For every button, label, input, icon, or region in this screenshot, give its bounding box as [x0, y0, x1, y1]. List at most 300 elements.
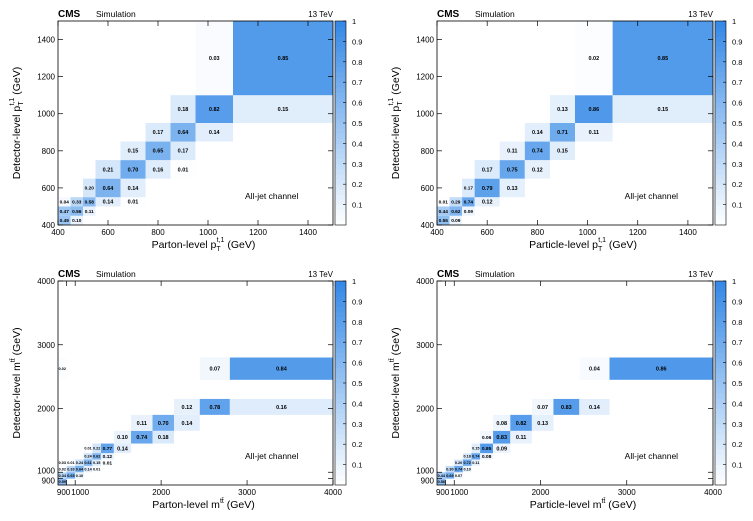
- colorbar-segment: [335, 332, 346, 338]
- cell-value-label: 0.17: [152, 130, 164, 137]
- colorbar-segment: [335, 317, 346, 323]
- x-tick-label: 4000: [324, 488, 342, 497]
- cell-value-label: 0.17: [463, 186, 473, 192]
- cell-value-label: 0.14: [127, 185, 139, 192]
- x-tick-label: 400: [430, 228, 444, 237]
- cell-value-label: 0.16: [276, 404, 287, 411]
- colorbar-segment: [335, 352, 346, 358]
- colorbar-segment: [335, 159, 346, 165]
- energy-label: 13 TeV: [308, 10, 333, 19]
- colorbar-segment: [715, 57, 726, 63]
- cell-value-label: 0.15: [557, 148, 568, 155]
- colorbar-segment: [335, 424, 346, 430]
- colorbar-segment: [335, 475, 346, 481]
- colorbar-segment: [335, 47, 346, 53]
- cell-value-label: 0.22: [92, 446, 101, 451]
- cell-value-label: 0.72: [463, 461, 471, 466]
- colorbar-segment: [335, 77, 346, 83]
- colorbar-tick-label: 1: [352, 17, 357, 26]
- colorbar-segment: [335, 179, 346, 185]
- colorbar-segment: [335, 138, 346, 144]
- colorbar-tick-label: 0.4: [352, 399, 363, 409]
- colorbar-segment: [715, 388, 726, 394]
- colorbar-tick-label: 0.9: [352, 297, 363, 307]
- cell-value-label: 0.10: [72, 219, 82, 225]
- x-tick-label: 900: [56, 488, 71, 497]
- cell-value-label: 0.14: [102, 199, 114, 206]
- colorbar-segment: [335, 103, 346, 109]
- colorbar-segment: [715, 444, 726, 450]
- cell-value-label: 0.15: [92, 461, 101, 466]
- colorbar-segment: [335, 403, 346, 409]
- colorbar-segment: [715, 98, 726, 104]
- colorbar-segment: [335, 373, 346, 379]
- colorbar-segment: [335, 133, 346, 139]
- cell-value-label: 0.47: [59, 209, 69, 215]
- y-axis-title: Detector-level $m^{tt̄}$ (GeV): [389, 327, 402, 439]
- heatmap-panel-3: [9, 269, 362, 511]
- colorbar-segment: [715, 332, 726, 338]
- colorbar-segment: [335, 337, 346, 343]
- colorbar-segment: [335, 434, 346, 440]
- colorbar-segment: [715, 154, 726, 160]
- y-tick-label: 900: [420, 476, 434, 486]
- x-tick-label: 600: [101, 228, 115, 237]
- colorbar-segment: [715, 215, 726, 221]
- channel-annotation: All-jet channel: [245, 451, 299, 461]
- colorbar-segment: [335, 398, 346, 404]
- colorbar-tick-label: 0.1: [352, 200, 363, 210]
- cell-value-label: 0.83: [496, 435, 508, 442]
- colorbar-tick-label: 0.6: [732, 358, 743, 368]
- y-tick-label: 1000: [37, 109, 55, 119]
- colorbar-segment: [715, 67, 726, 73]
- x-axis-title: Particle-level $p_Tt,1$ (GeV): [529, 237, 637, 253]
- cell-value-label: 0.56: [72, 209, 82, 215]
- cell-value-label: 0.29: [451, 200, 461, 206]
- colorbar-tick-label: 0.5: [732, 379, 743, 388]
- colorbar-segment: [715, 439, 726, 445]
- energy-label: 13 TeV: [688, 270, 713, 279]
- y-tick-label: 600: [420, 183, 434, 193]
- colorbar-segment: [335, 92, 346, 98]
- colorbar-segment: [335, 470, 346, 476]
- colorbar-tick-label: 0.3: [352, 159, 363, 169]
- y-tick-label: 2000: [37, 404, 55, 414]
- colorbar-segment: [715, 286, 726, 292]
- colorbar-segment: [335, 200, 346, 206]
- colorbar-segment: [715, 317, 726, 323]
- y-tick-label: 1000: [37, 466, 55, 476]
- cell-value-label: 0.44: [437, 473, 446, 478]
- colorbar-tick-label: 0.4: [352, 139, 363, 149]
- cell-value-label: 0.56: [437, 480, 446, 485]
- channel-annotation: All-jet channel: [624, 191, 679, 201]
- cell-value-label: 0.02: [58, 467, 66, 472]
- cell-value-label: 0.86: [588, 107, 600, 114]
- cell-value-label: 0.14: [589, 404, 600, 411]
- colorbar-segment: [335, 368, 346, 374]
- colorbar-segment: [715, 414, 726, 420]
- colorbar-segment: [715, 475, 726, 481]
- cms-label: CMS: [437, 9, 460, 20]
- cell-value-label: 0.14: [84, 467, 92, 472]
- colorbar-tick-label: 0.1: [732, 200, 743, 210]
- colorbar-segment: [335, 82, 346, 88]
- cell-value-label: 0.15: [127, 148, 139, 155]
- y-tick-label: 800: [420, 146, 434, 156]
- colorbar-tick-label: 0.2: [732, 180, 743, 190]
- colorbar-tick-label: 0.9: [732, 297, 743, 307]
- colorbar-segment: [715, 189, 726, 195]
- colorbar-segment: [715, 72, 726, 78]
- cell-value-label: 0.01: [438, 200, 448, 206]
- cell-value-label: 0.03: [208, 56, 220, 63]
- cms-label: CMS: [58, 9, 81, 20]
- cell-value-label: 0.09: [463, 209, 473, 215]
- colorbar-segment: [335, 378, 346, 384]
- x-tick-label: 400: [51, 228, 65, 237]
- cell-value-label: 0.74: [532, 148, 543, 155]
- colorbar-tick-label: 0.2: [352, 440, 363, 450]
- cell-value-label: 0.84: [276, 366, 287, 373]
- colorbar-segment: [335, 31, 346, 37]
- colorbar-segment: [335, 296, 346, 302]
- colorbar-segment: [335, 454, 346, 460]
- x-axis-title: Parton-level $m^{tt̄}$ (GeV): [152, 498, 255, 511]
- colorbar-segment: [335, 164, 346, 170]
- y-tick-label: 4000: [37, 277, 55, 286]
- energy-label: 13 TeV: [308, 270, 333, 279]
- cell-value-label: 0.34: [58, 473, 66, 478]
- cell-value-label: 0.58: [84, 200, 94, 206]
- colorbar-segment: [335, 52, 346, 58]
- colorbar-segment: [715, 194, 726, 200]
- colorbar-tick-label: 0.5: [732, 119, 743, 128]
- x-tick-label: 1000: [578, 228, 597, 237]
- y-tick-label: 1200: [37, 72, 55, 82]
- cell-value-label: 0.17: [481, 167, 493, 174]
- colorbar-segment: [335, 36, 346, 42]
- colorbar-segment: [335, 414, 346, 420]
- cell-value-label: 0.01: [177, 167, 189, 174]
- cell-value-label: 0.85: [657, 56, 669, 63]
- colorbar-segment: [715, 465, 726, 471]
- colorbar-segment: [335, 388, 346, 394]
- cell-value-label: 0.04: [589, 366, 600, 373]
- cell-value-label: 0.04: [59, 200, 69, 206]
- colorbar-segment: [335, 194, 346, 200]
- colorbar-segment: [715, 434, 726, 440]
- cell-value-label: 0.14: [208, 130, 220, 137]
- heatmap-panel-1: [9, 9, 362, 253]
- colorbar-segment: [715, 419, 726, 425]
- colorbar-tick-label: 0.1: [352, 460, 363, 470]
- colorbar-segment: [335, 444, 346, 450]
- y-tick-label: 900: [41, 476, 55, 486]
- colorbar-segment: [715, 327, 726, 333]
- cell-value-label: 0.74: [463, 200, 473, 206]
- y-tick-label: 1200: [416, 72, 434, 82]
- cell-value-label: 0.08: [496, 420, 508, 427]
- x-axis-title: Particle-level $m^{tt̄}$ (GeV): [529, 498, 637, 511]
- colorbar-segment: [715, 210, 726, 216]
- colorbar-segment: [335, 363, 346, 369]
- colorbar-segment: [715, 184, 726, 190]
- colorbar-segment: [715, 205, 726, 211]
- cell-value-label: 0.70: [127, 167, 139, 174]
- cell-value-label: 0.07: [537, 404, 549, 411]
- cell-value-label: 0.78: [209, 404, 221, 411]
- colorbar-tick-label: 0.7: [732, 78, 743, 88]
- y-tick-label: 1000: [416, 466, 434, 476]
- colorbar-segment: [715, 358, 726, 364]
- colorbar-segment: [335, 123, 346, 129]
- colorbar-segment: [335, 215, 346, 221]
- x-tick-label: 1400: [679, 228, 697, 237]
- colorbar-segment: [715, 409, 726, 415]
- colorbar-segment: [335, 41, 346, 47]
- colorbar-segment: [715, 291, 726, 297]
- colorbar-segment: [715, 470, 726, 476]
- colorbar-tick-label: 0.9: [352, 37, 363, 47]
- x-tick-label: 3000: [238, 488, 256, 497]
- colorbar-segment: [335, 189, 346, 195]
- x-tick-label: 2000: [531, 488, 550, 497]
- colorbar-segment: [715, 393, 726, 399]
- cell-value-label: 0.62: [92, 454, 101, 459]
- cell-value-label: 0.13: [557, 107, 568, 114]
- colorbar-segment: [715, 26, 726, 32]
- colorbar-segment: [715, 337, 726, 343]
- colorbar-tick-label: 1: [732, 17, 737, 26]
- colorbar-segment: [335, 220, 346, 226]
- colorbar-segment: [715, 454, 726, 460]
- cell-value-label: 0.33: [72, 200, 82, 206]
- x-tick-label: 1200: [628, 228, 647, 237]
- y-tick-label: 800: [41, 146, 55, 156]
- colorbar-segment: [715, 363, 726, 369]
- colorbar-segment: [715, 368, 726, 374]
- cell-value-label: 0.10: [463, 467, 471, 472]
- simulation-label: Simulation: [96, 269, 136, 279]
- colorbar-tick-label: 0.2: [352, 180, 363, 190]
- cell-value-label: 0.13: [537, 420, 549, 427]
- y-tick-label: 1400: [416, 35, 434, 45]
- cell-value-label: 0.33: [67, 467, 75, 472]
- colorbar-segment: [335, 429, 346, 435]
- colorbar-segment: [335, 87, 346, 93]
- simulation-label: Simulation: [475, 9, 515, 19]
- cell-value-label: 0.85: [277, 56, 289, 63]
- colorbar-tick-label: 0.7: [352, 338, 363, 348]
- cell-value-label: 0.61: [84, 461, 92, 466]
- colorbar-segment: [335, 67, 346, 73]
- y-axis-title: Detector-level $p_Tt,1$ (GeV): [9, 66, 25, 180]
- colorbar-segment: [335, 480, 346, 486]
- colorbar-segment: [715, 164, 726, 170]
- cell-value-label: 0.75: [506, 167, 518, 174]
- colorbar-segment: [335, 72, 346, 78]
- y-tick-label: 1400: [37, 35, 55, 45]
- colorbar-segment: [715, 123, 726, 129]
- cell-value-label: 0.55: [438, 219, 448, 225]
- colorbar-segment: [335, 149, 346, 155]
- cms-label: CMS: [58, 269, 81, 280]
- cell-value-label: 0.59: [58, 480, 66, 485]
- cell-value-label: 0.82: [515, 420, 527, 427]
- colorbar-segment: [715, 480, 726, 486]
- y-tick-label: 600: [41, 183, 55, 193]
- colorbar-segment: [715, 77, 726, 83]
- colorbar-segment: [715, 41, 726, 47]
- cell-value-label: 0.24: [75, 461, 84, 466]
- cell-value-label: 0.21: [102, 167, 114, 174]
- cell-value-label: 0.14: [181, 420, 193, 427]
- x-tick-label: 3000: [617, 488, 636, 497]
- colorbar-segment: [715, 281, 726, 287]
- cell-value-label: 0.10: [75, 473, 84, 478]
- cell-value-label: 0.11: [515, 435, 527, 442]
- heatmap-panel-4: [388, 269, 742, 511]
- cell-value-label: 0.74: [472, 454, 480, 459]
- colorbar-segment: [335, 57, 346, 63]
- colorbar-segment: [715, 403, 726, 409]
- colorbar-segment: [715, 82, 726, 88]
- cell-value-label: 0.64: [177, 130, 189, 137]
- colorbar-segment: [715, 460, 726, 466]
- colorbar-segment: [715, 118, 726, 124]
- colorbar-tick-label: 0.3: [732, 419, 743, 429]
- colorbar-tick-label: 0.8: [732, 317, 743, 327]
- colorbar-segment: [715, 143, 726, 149]
- colorbar-segment: [335, 393, 346, 399]
- y-tick-label: 3000: [416, 340, 434, 350]
- cell-value-label: 0.71: [557, 130, 568, 137]
- colorbar-segment: [335, 322, 346, 328]
- cell-value-label: 0.62: [451, 209, 461, 215]
- colorbar-segment: [335, 419, 346, 425]
- colorbar-segment: [335, 449, 346, 455]
- x-axis-title: Parton-level $p_Tt,1$ (GeV): [151, 237, 256, 253]
- x-tick-label: 4000: [704, 488, 722, 497]
- colorbar-segment: [715, 322, 726, 328]
- colorbar-segment: [335, 358, 346, 364]
- x-tick-label: 1400: [299, 228, 317, 237]
- cell-value-label: 0.44: [438, 209, 448, 215]
- cell-value-label: 0.18: [463, 454, 471, 459]
- cell-value-label: 0.65: [152, 148, 164, 155]
- colorbar-segment: [335, 128, 346, 134]
- colorbar-tick-label: 0.5: [352, 379, 363, 388]
- colorbar-segment: [715, 200, 726, 206]
- cell-value-label: 0.77: [102, 447, 113, 453]
- colorbar-tick-label: 0.5: [352, 119, 363, 128]
- colorbar-tick-label: 0.7: [352, 78, 363, 88]
- colorbar-segment: [335, 143, 346, 149]
- colorbar-tick-label: 1: [732, 277, 737, 286]
- colorbar-segment: [335, 210, 346, 216]
- x-tick-label: 600: [480, 228, 494, 237]
- colorbar-tick-label: 0.3: [732, 159, 743, 169]
- colorbar-segment: [715, 108, 726, 114]
- cell-value-label: 0.02: [588, 56, 600, 63]
- x-tick-label: 800: [151, 228, 165, 237]
- cell-value-label: 0.15: [472, 446, 480, 451]
- colorbar-segment: [715, 179, 726, 185]
- cell-value-label: 0.24: [84, 454, 92, 459]
- colorbar-segment: [715, 383, 726, 389]
- x-tick-label: 1000: [199, 228, 217, 237]
- cell-value-label: 0.07: [454, 473, 463, 478]
- colorbar-segment: [335, 281, 346, 287]
- cell-value-label: 0.13: [506, 185, 518, 192]
- colorbar-segment: [715, 449, 726, 455]
- cell-value-label: 0.11: [136, 420, 147, 427]
- colorbar-tick-label: 1: [352, 277, 357, 286]
- colorbar-segment: [335, 342, 346, 348]
- colorbar-segment: [335, 205, 346, 211]
- colorbar-segment: [715, 347, 726, 353]
- colorbar-segment: [715, 174, 726, 180]
- cell-value-label: 0.11: [472, 461, 480, 466]
- x-tick-label: 2000: [152, 488, 171, 497]
- colorbar-segment: [715, 36, 726, 42]
- cell-value-label: 0.01: [92, 467, 101, 472]
- colorbar-segment: [715, 378, 726, 384]
- colorbar-tick-label: 0.4: [732, 399, 743, 409]
- colorbar-segment: [715, 398, 726, 404]
- cell-value-label: 0.18: [157, 435, 169, 442]
- y-tick-label: 4000: [416, 277, 434, 286]
- cell-value-label: 0.20: [454, 461, 463, 466]
- colorbar-segment: [715, 47, 726, 53]
- colorbar-segment: [715, 113, 726, 119]
- colorbar-segment: [335, 291, 346, 297]
- colorbar-segment: [715, 87, 726, 93]
- colorbar-segment: [335, 62, 346, 68]
- colorbar-segment: [335, 113, 346, 119]
- y-tick-label: 400: [420, 221, 434, 230]
- colorbar-tick-label: 0.2: [732, 440, 743, 450]
- colorbar-segment: [715, 62, 726, 68]
- cms-label: CMS: [437, 269, 460, 280]
- colorbar-segment: [715, 342, 726, 348]
- cell-value-label: 0.18: [177, 107, 189, 114]
- colorbar-segment: [715, 307, 726, 313]
- cell-value-label: 0.09: [451, 219, 461, 225]
- colorbar-segment: [715, 103, 726, 109]
- cell-value-label: 0.15: [657, 107, 669, 114]
- colorbar-segment: [335, 460, 346, 466]
- cell-value-label: 0.01: [102, 461, 113, 467]
- cell-value-label: 0.11: [84, 209, 94, 215]
- cell-value-label: 0.69: [446, 473, 454, 478]
- cell-value-label: 0.08: [481, 455, 492, 461]
- colorbar-tick-label: 0.6: [352, 98, 363, 108]
- cell-value-label: 0.14: [532, 130, 543, 137]
- cell-value-label: 0.01: [67, 461, 75, 466]
- cell-value-label: 0.85: [481, 447, 492, 453]
- cell-value-label: 0.74: [454, 467, 463, 472]
- cell-value-label: 0.12: [181, 404, 193, 411]
- colorbar-segment: [715, 352, 726, 358]
- channel-annotation: All-jet channel: [624, 451, 679, 461]
- colorbar-segment: [715, 373, 726, 379]
- colorbar-segment: [715, 31, 726, 37]
- cell-value-label: 0.20: [84, 186, 94, 192]
- colorbar-segment: [715, 92, 726, 98]
